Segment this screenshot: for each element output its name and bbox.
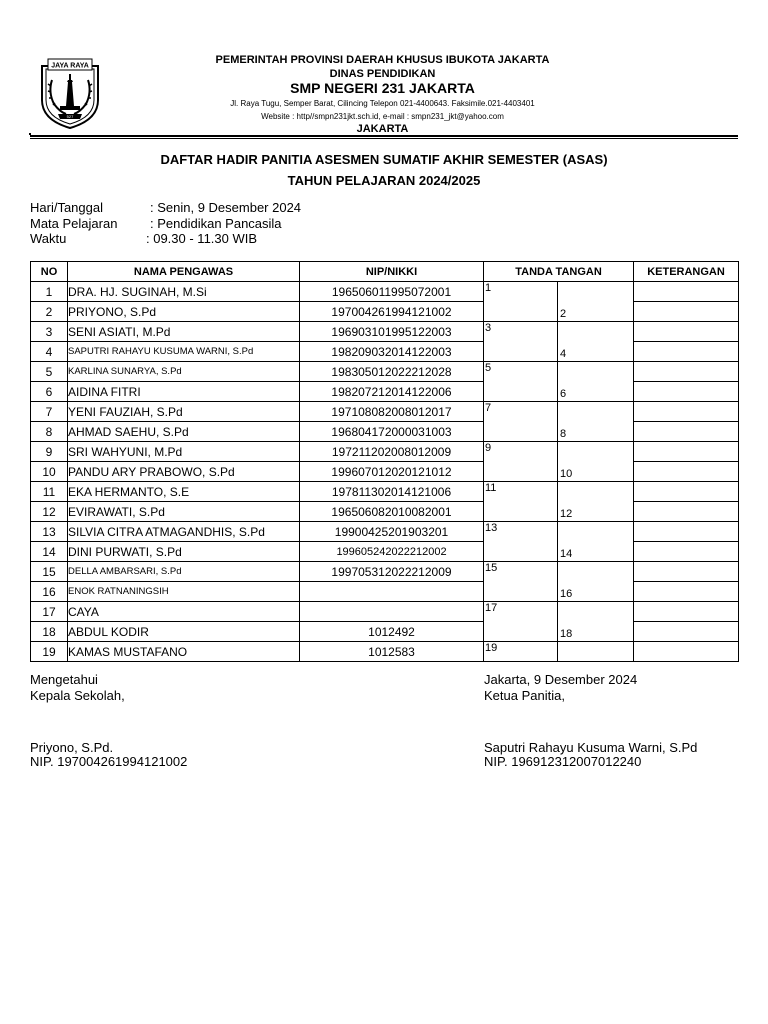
signature-cell-left[interactable]	[484, 362, 558, 402]
signature-cell-left[interactable]	[484, 642, 558, 662]
footer-acknowledged: Mengetahui	[30, 672, 98, 687]
row-note[interactable]	[634, 322, 739, 342]
row-number: 1	[31, 282, 68, 302]
signature-number: 9	[485, 442, 492, 454]
row-number: 7	[31, 402, 68, 422]
footer-chair-nip: NIP. 196912312007012240	[484, 754, 642, 769]
footer-chair-name: Saputri Rahayu Kusuma Warni, S.Pd	[484, 740, 698, 755]
signature-cell-right[interactable]	[558, 322, 634, 362]
document-subtitle: TAHUN PELAJARAN 2024/2025	[287, 173, 481, 188]
row-number: 5	[31, 362, 68, 382]
signature-number: 5	[485, 362, 492, 374]
row-nip: 19900425201903201	[300, 522, 484, 542]
signature-number: 13	[485, 522, 498, 534]
table-row	[31, 362, 739, 382]
row-note[interactable]	[634, 542, 739, 562]
signature-number: 8	[560, 428, 567, 440]
row-name: SILVIA CITRA ATMAGANDHIS, S.Pd	[68, 522, 300, 542]
row-name: EVIRAWATI, S.Pd	[68, 502, 300, 522]
signature-number: 12	[560, 508, 573, 520]
row-name: DINI PURWATI, S.Pd	[68, 542, 300, 562]
signature-number: 17	[485, 602, 498, 614]
row-number: 6	[31, 382, 68, 402]
info-subject-label: Mata Pelajaran	[30, 216, 118, 231]
header-no: NO	[31, 262, 68, 282]
row-note[interactable]	[634, 302, 739, 322]
signature-cell-left[interactable]	[484, 282, 558, 322]
row-name: AHMAD SAEHU, S.Pd	[68, 422, 300, 442]
signature-number: 15	[485, 562, 498, 574]
row-note[interactable]	[634, 582, 739, 602]
row-nip: 197004261994121002	[300, 302, 484, 322]
signature-cell-left[interactable]	[484, 482, 558, 522]
signature-cell-left[interactable]	[484, 442, 558, 482]
row-nip: 199607012020121012	[300, 462, 484, 482]
footer-principal-title: Kepala Sekolah,	[30, 688, 125, 703]
table-row	[31, 482, 739, 502]
row-number: 12	[31, 502, 68, 522]
signature-number: 6	[560, 388, 567, 400]
row-nip: 196506082010082001	[300, 502, 484, 522]
signature-number: 1	[485, 282, 492, 294]
row-note[interactable]	[634, 422, 739, 442]
signature-number: 7	[485, 402, 492, 414]
row-number: 4	[31, 342, 68, 362]
table-header-row	[31, 262, 739, 282]
row-number: 15	[31, 562, 68, 582]
row-number: 8	[31, 422, 68, 442]
row-note[interactable]	[634, 482, 739, 502]
signature-cell-right[interactable]	[558, 442, 634, 482]
header-website: Website : http//smpn231jkt.sch.id, e-mail : smpn231_jkt@yahoo.com	[261, 112, 504, 121]
row-nip: 196804172000031003	[300, 422, 484, 442]
signature-cell-right[interactable]	[558, 642, 634, 662]
header-rule-thin	[30, 138, 738, 139]
table-row	[31, 642, 739, 662]
row-note[interactable]	[634, 442, 739, 462]
signature-number: 10	[560, 468, 573, 480]
row-name: SAPUTRI RAHAYU KUSUMA WARNI, S.Pd	[68, 342, 300, 362]
row-nip: 197211202008012009	[300, 442, 484, 462]
row-name: PANDU ARY PRABOWO, S.Pd	[68, 462, 300, 482]
jaya-raya-logo	[34, 56, 106, 130]
row-number: 2	[31, 302, 68, 322]
row-number: 3	[31, 322, 68, 342]
row-number: 11	[31, 482, 68, 502]
table-row	[31, 322, 739, 342]
info-time-label: Waktu	[30, 231, 67, 246]
row-note[interactable]	[634, 402, 739, 422]
table-row	[31, 442, 739, 462]
row-nip: 197811302014121006	[300, 482, 484, 502]
row-note[interactable]	[634, 522, 739, 542]
attendance-table	[30, 261, 739, 662]
signature-cell-left[interactable]	[484, 402, 558, 442]
row-note[interactable]	[634, 562, 739, 582]
row-name: CAYA	[68, 602, 300, 622]
row-nip: 196903101995122003	[300, 322, 484, 342]
row-note[interactable]	[634, 382, 739, 402]
row-name: PRIYONO, S.Pd	[68, 302, 300, 322]
row-note[interactable]	[634, 502, 739, 522]
header-government: PEMERINTAH PROVINSI DAERAH KHUSUS IBUKOTA JAKARTA	[215, 54, 550, 66]
row-nip: 1012492	[300, 622, 484, 642]
row-name: ENOK RATNANINGSIH	[68, 582, 300, 602]
info-time-value: : 09.30 - 11.30 WIB	[146, 231, 258, 246]
info-day-value: : Senin, 9 Desember 2024	[150, 200, 302, 215]
header-address: Jl. Raya Tugu, Semper Barat, Cilincing Telepon 021-4400643. Faksimile.021-4403401	[230, 99, 535, 108]
row-name: ABDUL KODIR	[68, 622, 300, 642]
signature-number: 11	[485, 482, 497, 494]
table-row	[31, 602, 739, 622]
table-row	[31, 562, 739, 582]
row-note[interactable]	[634, 362, 739, 382]
row-note[interactable]	[634, 462, 739, 482]
row-note[interactable]	[634, 602, 739, 622]
info-subject-value: : Pendidikan Pancasila	[150, 216, 282, 231]
signature-number: 2	[560, 308, 567, 320]
row-nip: 197108082008012017	[300, 402, 484, 422]
info-day-label: Hari/Tanggal	[30, 200, 103, 215]
footer-chair-title: Ketua Panitia,	[484, 688, 565, 703]
svg-text:527: 527	[66, 114, 74, 119]
table-row	[31, 282, 739, 302]
signature-cell-left[interactable]	[484, 562, 558, 602]
row-nip: 196506011995072001	[300, 282, 484, 302]
row-name: AIDINA FITRI	[68, 382, 300, 402]
row-number: 10	[31, 462, 68, 482]
header-city: JAKARTA	[356, 123, 409, 135]
table-row	[31, 402, 739, 422]
header-nip: NIP/NIKKI	[300, 262, 484, 282]
signature-number: 4	[560, 348, 567, 360]
document-title: DAFTAR HADIR PANITIA ASESMEN SUMATIF AKHIR SEMESTER (ASAS)	[160, 152, 608, 167]
row-name: DRA. HJ. SUGINAH, M.Si	[68, 282, 300, 302]
row-nip: 199705312022212009	[300, 562, 484, 582]
row-number: 16	[31, 582, 68, 602]
row-number: 14	[31, 542, 68, 562]
signature-number: 18	[560, 628, 573, 640]
row-name: YENI FAUZIAH, S.Pd	[68, 402, 300, 422]
signature-number: 16	[560, 588, 573, 600]
row-nip: 199605242022212002	[300, 542, 484, 562]
header-department: DINAS PENDIDIKAN	[329, 68, 436, 80]
row-name: KAMAS MUSTAFANO	[68, 642, 300, 662]
row-nip: 1012583	[300, 642, 484, 662]
row-nip: 198207212014122006	[300, 382, 484, 402]
row-nip: 198305012022212028	[300, 362, 484, 382]
signature-number: 3	[485, 322, 492, 334]
row-number: 19	[31, 642, 68, 662]
footer-principal-name: Priyono, S.Pd.	[30, 740, 114, 755]
row-note[interactable]	[634, 622, 739, 642]
row-note[interactable]	[634, 282, 739, 302]
row-name: SRI WAHYUNI, M.Pd	[68, 442, 300, 462]
signature-number: 14	[560, 548, 573, 560]
row-number: 13	[31, 522, 68, 542]
signature-cell-left[interactable]	[484, 522, 558, 562]
row-note[interactable]	[634, 342, 739, 362]
row-name: EKA HERMANTO, S.E	[68, 482, 300, 502]
header-signature: TANDA TANGAN	[484, 262, 634, 282]
row-nip	[300, 602, 484, 622]
signature-cell-right[interactable]	[558, 522, 634, 562]
signature-cell-right[interactable]	[558, 602, 634, 642]
header-note: KETERANGAN	[634, 262, 739, 282]
signature-cell-left[interactable]	[484, 322, 558, 362]
signature-cell-right[interactable]	[558, 402, 634, 442]
row-number: 18	[31, 622, 68, 642]
row-nip	[300, 582, 484, 602]
signature-cell-left[interactable]	[484, 602, 558, 642]
row-note[interactable]	[634, 642, 739, 662]
row-name: KARLINA SUNARYA, S.Pd	[68, 362, 300, 382]
signature-number: 19	[485, 642, 498, 654]
row-name: SENI ASIATI, M.Pd	[68, 322, 300, 342]
logo-lettering: JAYA RAYA	[51, 62, 89, 70]
footer-principal-nip: NIP. 197004261994121002	[30, 754, 188, 769]
table-row	[31, 522, 739, 542]
header-rule-thick	[30, 135, 738, 137]
signature-cell-right[interactable]	[558, 562, 634, 602]
header-school-name: SMP NEGERI 231 JAKARTA	[290, 80, 475, 96]
row-nip: 198209032014122003	[300, 342, 484, 362]
header-name: NAMA PENGAWAS	[68, 262, 300, 282]
footer-place-date: Jakarta, 9 Desember 2024	[484, 672, 638, 687]
row-name: DELLA AMBARSARI, S.Pd	[68, 562, 300, 582]
row-number: 9	[31, 442, 68, 462]
row-number: 17	[31, 602, 68, 622]
signature-cell-right[interactable]	[558, 482, 634, 522]
signature-cell-right[interactable]	[558, 282, 634, 322]
signature-cell-right[interactable]	[558, 362, 634, 402]
table-body	[31, 282, 739, 662]
